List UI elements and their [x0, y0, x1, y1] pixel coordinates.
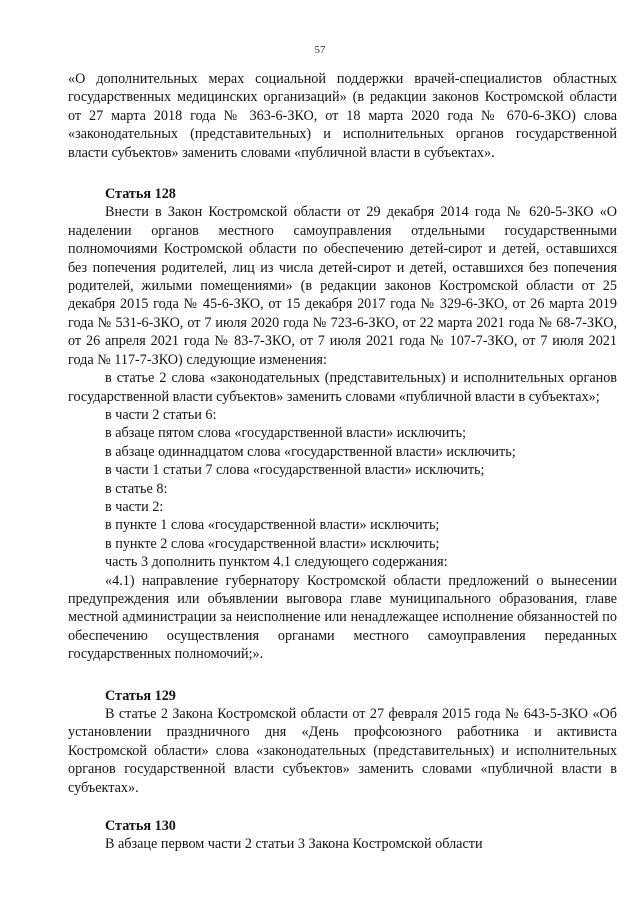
- page-number: 57: [314, 44, 326, 56]
- document-body: [68, 70, 617, 854]
- article-128: [68, 185, 617, 664]
- article-129-text: В статье 2 Закона Костромской области от 27 февраля 2015 года № 643-5-ЗКО «Об установлении праздничного дня «День профсоюзного работника и активиста Костромской области» слова «законодательных (представительных) и исполнительных органов государственной власти субъектов» заменить словами «публичной власти в субъектах».: [68, 706, 617, 796]
- article-128-item: в части 1 статьи 7 слова «государственной власти» исключить;: [105, 462, 485, 479]
- article-128-item: в части 2 статьи 6:: [105, 406, 217, 423]
- article-130-text: В абзаце первом части 2 статьи 3 Закона Костромской области: [105, 836, 483, 853]
- article-130-heading: Статья 130: [105, 818, 176, 835]
- article-129: [68, 687, 617, 797]
- article-128-quote: «4.1) направление губернатору Костромской области предложений о вынесении предупреждения или объявлении выговора главе муниципального образования, главе местной администрации за неисполнение или ненадлежащее исполнение обязанностей по обеспечению осуществления органами местного самоуправления переданных государственных полномочий;».: [68, 572, 617, 663]
- article-128-item: в пункте 2 слова «государственной власти» исключить;: [105, 535, 440, 552]
- article-128-item: в части 2:: [105, 498, 164, 515]
- article-128-item-statya2: в статье 2 слова «законодательных (представительных) и исполнительных органов государственной власти субъектов» заменить словами «публичной власти в субъектах»;: [68, 370, 617, 405]
- article-128-item: в статье 8:: [105, 480, 168, 497]
- article-128-item: в пункте 1 слова «государственной власти» исключить;: [105, 517, 440, 534]
- article-128-lead: Внести в Закон Костромской области от 29 декабря 2014 года № 620-5-ЗКО «О наделении органов местного самоуправления отдельными государственными полномочиями Костромской области по обеспечению детей-сирот и детей, оставшихся без попечения родителей, лиц из числа детей-сирот и детей, оставшихся без попечения родителей, жилыми помещениями» (в редакции законов Костромской области от 25 декабря 2015 года № 45-6-ЗКО, от 15 декабря 2017 года № 329-6-ЗКО, от 26 марта 2019 года № 531-6-ЗКО, от 7 июля 2020 года № 723-6-ЗКО, от 22 марта 2021 года № 68-7-ЗКО, от 26 апреля 2021 года № 83-7-ЗКО, от 7 июля 2021 года № 107-7-ЗКО, от 7 июля 2021 года № 117-7-ЗКО) следующие изменения:: [68, 204, 617, 368]
- article-129-heading: Статья 129: [105, 687, 176, 704]
- article-130: [68, 817, 617, 854]
- intro-paragraph: «О дополнительных мерах социальной поддержки врачей-специалистов областных государственных медицинских организаций» (в редакции законов Костромской области от 27 марта 2018 года № 363-6-ЗКО, от 18 марта 2020 года № 670-6-ЗКО) слова «законодательных (представительных) и исполнительных органов государственной власти субъектов» заменить словами «публичной власти в субъектах».: [68, 71, 617, 161]
- article-128-item: часть 3 дополнить пунктом 4.1 следующего содержания:: [105, 554, 448, 571]
- article-128-heading: Статья 128: [105, 186, 176, 203]
- article-128-item: в абзаце пятом слова «государственной власти» исключить;: [105, 425, 467, 442]
- article-128-item: в абзаце одиннадцатом слова «государственной власти» исключить;: [105, 443, 516, 460]
